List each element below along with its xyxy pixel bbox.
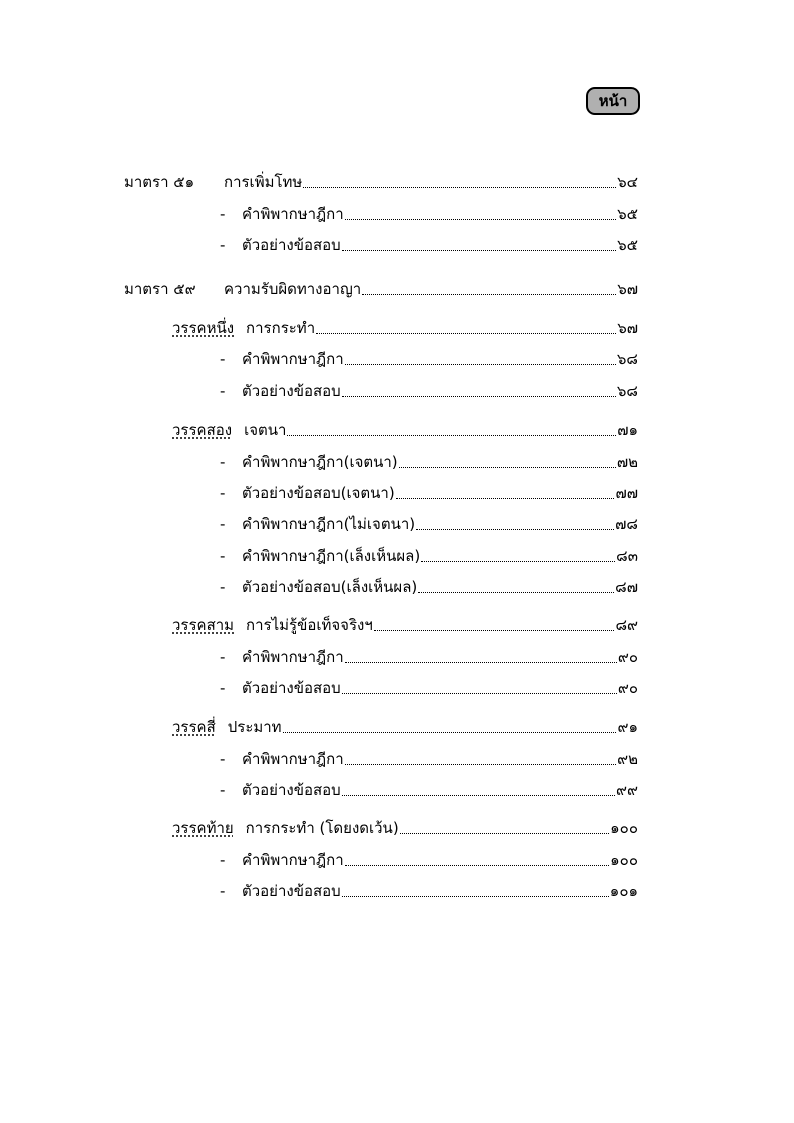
toc-entry-chapter (172, 314, 638, 338)
entry-title: ตัวอย่างข้อสอบ(เจตนา) (242, 484, 395, 502)
page-number: ๑๐๐ (610, 819, 638, 837)
dot-leader (416, 528, 614, 530)
paragraph-label: วรรคหนึ่ง (172, 319, 235, 337)
dot-leader (421, 560, 615, 562)
page-number: ๙๒ (617, 750, 638, 768)
bullet-dash: - (220, 578, 226, 596)
section-number: มาตรา ๕๙ (124, 280, 196, 298)
bullet-dash: - (220, 484, 226, 502)
bullet-dash: - (220, 236, 226, 254)
entry-title: ตัวอย่างข้อสอบ (242, 236, 341, 254)
toc-entry-section (124, 168, 638, 192)
paragraph-label: วรรคสี่ (172, 718, 216, 736)
dot-leader (342, 395, 616, 397)
dot-leader (287, 434, 616, 436)
page-number: ๗๘ (615, 515, 638, 533)
dot-leader (316, 332, 616, 334)
entry-title: การเพิ่มโทษ (224, 173, 303, 191)
bullet-dash: - (220, 679, 226, 697)
dot-leader (342, 692, 617, 694)
entry-title: การกระทำ (โดยงดเว้น) (245, 819, 399, 837)
page-number: ๑๐๐ (610, 851, 638, 869)
dot-leader (362, 293, 616, 295)
entry-title: ความรับผิดทางอาญา (224, 280, 362, 298)
toc-entry-item (220, 231, 638, 255)
dot-leader (400, 832, 609, 834)
bullet-dash: - (220, 882, 226, 900)
dot-leader (374, 629, 615, 631)
page-number: ๖๘ (616, 350, 638, 368)
page-number: ๖๕ (617, 205, 638, 223)
toc-entry-item (220, 573, 638, 597)
bullet-dash: - (220, 547, 226, 565)
page-number: ๖๗ (617, 319, 638, 337)
dot-leader (283, 731, 617, 733)
bullet-dash: - (220, 453, 226, 471)
toc-entry-item (220, 846, 638, 870)
page-number: ๖๔ (617, 173, 638, 191)
dot-leader (345, 864, 610, 866)
page-number: ๖๕ (617, 236, 638, 254)
toc-entry-item (220, 510, 638, 534)
dot-leader (303, 186, 616, 188)
paragraph-label: วรรคสอง (172, 421, 233, 439)
toc-entry-chapter (172, 713, 638, 737)
entry-title: ตัวอย่างข้อสอบ (242, 679, 341, 697)
entry-title: ตัวอย่างข้อสอบ (242, 382, 341, 400)
entry-title: ตัวอย่างข้อสอบ(เล็งเห็นผล) (242, 578, 418, 596)
page-number: ๗๒ (616, 453, 638, 471)
entry-title: คำพิพากษาฎีกา(เจตนา) (242, 453, 398, 471)
page-number: ๖๘ (616, 382, 638, 400)
dot-leader (345, 661, 617, 663)
section-number: มาตรา ๕๑ (124, 173, 195, 191)
dot-leader (418, 591, 614, 593)
toc-entry-item (220, 877, 638, 901)
page-number: ๖๗ (617, 280, 638, 298)
entry-title: การไม่รู้ข้อเท็จจริงฯ (246, 616, 373, 634)
bullet-dash: - (220, 350, 226, 368)
toc-entry-item (220, 542, 638, 566)
bullet-dash: - (220, 648, 226, 666)
page-number: ๘๗ (615, 578, 638, 596)
entry-title: คำพิพากษาฎีกา(ไม่เจตนา) (242, 515, 416, 533)
entry-title: คำพิพากษาฎีกา (242, 350, 344, 368)
entry-title: เจตนา (244, 421, 287, 439)
bullet-dash: - (220, 750, 226, 768)
toc-entry-item (220, 776, 638, 800)
entry-title: คำพิพากษาฎีกา (242, 851, 344, 869)
page-number: ๙๐ (617, 679, 638, 697)
entry-title: คำพิพากษาฎีกา (242, 205, 344, 223)
dot-leader (345, 363, 616, 365)
toc-entry-section (124, 275, 638, 299)
paragraph-label: วรรคท้าย (172, 819, 234, 837)
entry-title: คำพิพากษาฎีกา (242, 648, 344, 666)
bullet-dash: - (220, 781, 226, 799)
page-number: ๗๗ (615, 484, 638, 502)
toc-entry-chapter (172, 611, 638, 635)
dot-leader (342, 794, 615, 796)
toc-entry-chapter (172, 814, 638, 838)
dot-leader (342, 895, 609, 897)
dot-leader (342, 249, 616, 251)
page-number: ๘๙ (615, 616, 638, 634)
toc-entry-item (220, 377, 638, 401)
entry-title: ตัวอย่างข้อสอบ (242, 882, 341, 900)
toc-entry-item (220, 745, 638, 769)
bullet-dash: - (220, 515, 226, 533)
toc-entry-item (220, 345, 638, 369)
dot-leader (399, 466, 616, 468)
toc-entry-item (220, 200, 638, 224)
entry-title: คำพิพากษาฎีกา (242, 750, 344, 768)
toc-entry-item (220, 674, 638, 698)
dot-leader (345, 763, 617, 765)
toc-entry-item (220, 643, 638, 667)
dot-leader (396, 497, 615, 499)
page-column-label: หน้า (586, 87, 640, 115)
page-number: ๙๑ (617, 718, 638, 736)
entry-title: การกระทำ (246, 319, 316, 337)
entry-title: ตัวอย่างข้อสอบ (242, 781, 341, 799)
bullet-dash: - (220, 851, 226, 869)
toc-entry-chapter (172, 416, 638, 440)
page-number: ๙๐ (617, 648, 638, 666)
entry-title: ประมาท (227, 718, 282, 736)
bullet-dash: - (220, 382, 226, 400)
dot-leader (345, 218, 617, 220)
entry-title: คำพิพากษาฎีกา(เล็งเห็นผล) (242, 547, 421, 565)
bullet-dash: - (220, 205, 226, 223)
page-number: ๗๑ (617, 421, 638, 439)
paragraph-label: วรรคสาม (172, 616, 235, 634)
toc-entry-item (220, 448, 638, 472)
toc-entry-item (220, 479, 638, 503)
page-number: ๙๙ (616, 781, 638, 799)
page-number: ๑๐๑ (609, 882, 638, 900)
page-number: ๘๓ (616, 547, 638, 565)
